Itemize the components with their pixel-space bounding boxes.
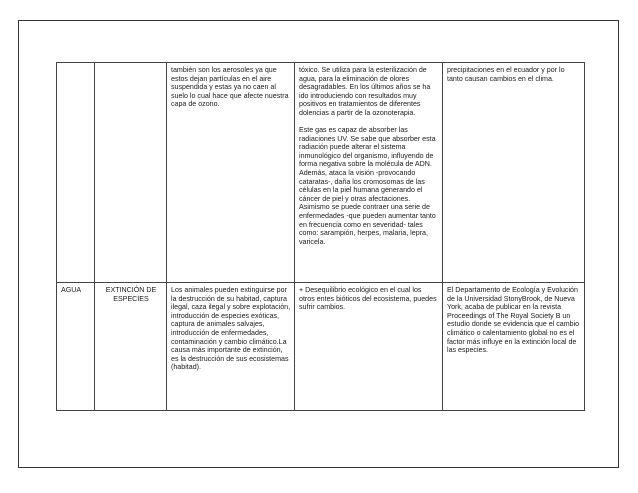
cell-paragraph: tóxico. Se utiliza para la esterilización de agua, para la eliminación de olores desagradables. En los últimos años se ha ido introduciendo con resultados muy positivos en tratamientos de diferentes dolencias a partir de la ozonoterapia. bbox=[299, 66, 431, 117]
table-cell-effects bbox=[295, 283, 443, 411]
table-cell-category: AGUA bbox=[57, 283, 95, 411]
document-table bbox=[56, 62, 585, 411]
table-cell-studies bbox=[443, 63, 585, 283]
table-row bbox=[57, 63, 585, 283]
cell-paragraph: también son los aerosoles ya que estos dejan partículas en el aire suspendida y estas ya no caen al suelo lo cual hace que afecte nuestra capa de ozono. bbox=[171, 66, 289, 109]
table-cell-topic: EXTINCIÓN DE ESPECIES bbox=[95, 283, 167, 411]
table-cell-causes bbox=[167, 63, 295, 283]
cell-paragraph: Los animales pueden extinguirse por la destrucción de su habitad, captura ilegal, caza ilegal y sobre explotación, introducción de especies exóticas, captura de animales salvajes, introducción de enfermedades, contaminación y cambio climático.La causa más importante de extinción, es la destrucción de sus ecosistemas (habitad). bbox=[171, 286, 291, 372]
cell-paragraph: + Desequilibrio ecológico en el cual los otros entes bióticos del ecosistema, puedes sufrir cambios. bbox=[299, 286, 437, 312]
table-cell-topic bbox=[95, 63, 167, 283]
cell-paragraph: precipitaciones en el ecuador y por lo tanto causan cambios en el clima. bbox=[447, 66, 565, 83]
cell-paragraph: El Departamento de Ecología y Evolución de la Universidad StonyBrook, de Nueva York, acaba de publicar en la revista Proceedings of The Royal Society B un estudio donde se evidencia que el cambio climático o calentamiento global no es el factor más influye en la extinción local de las especies. bbox=[447, 286, 580, 355]
cell-paragraph: Este gas es capaz de absorber las radiaciones UV. Se sabe que absorber esta radiación puede alterar el sistema inmunológico del organismo, influyendo de forma negativa sobre la molécula de ADN. Además, ataca la visión -provocando cataratas-, daña los cromosomas de las células en la piel humana generando el cáncer de piel y otras afectaciones. Asimismo se puede contraer una serie de enfermedades -que pueden aumentar tanto en frecuencia como en severidad- tales como: sarampión, herpes, malaria, lepra, varicela. bbox=[299, 126, 436, 246]
table-cell-category bbox=[57, 63, 95, 283]
table-cell-effects bbox=[295, 63, 443, 283]
table-row bbox=[57, 283, 585, 411]
table-cell-causes bbox=[167, 283, 295, 411]
table-cell-studies bbox=[443, 283, 585, 411]
